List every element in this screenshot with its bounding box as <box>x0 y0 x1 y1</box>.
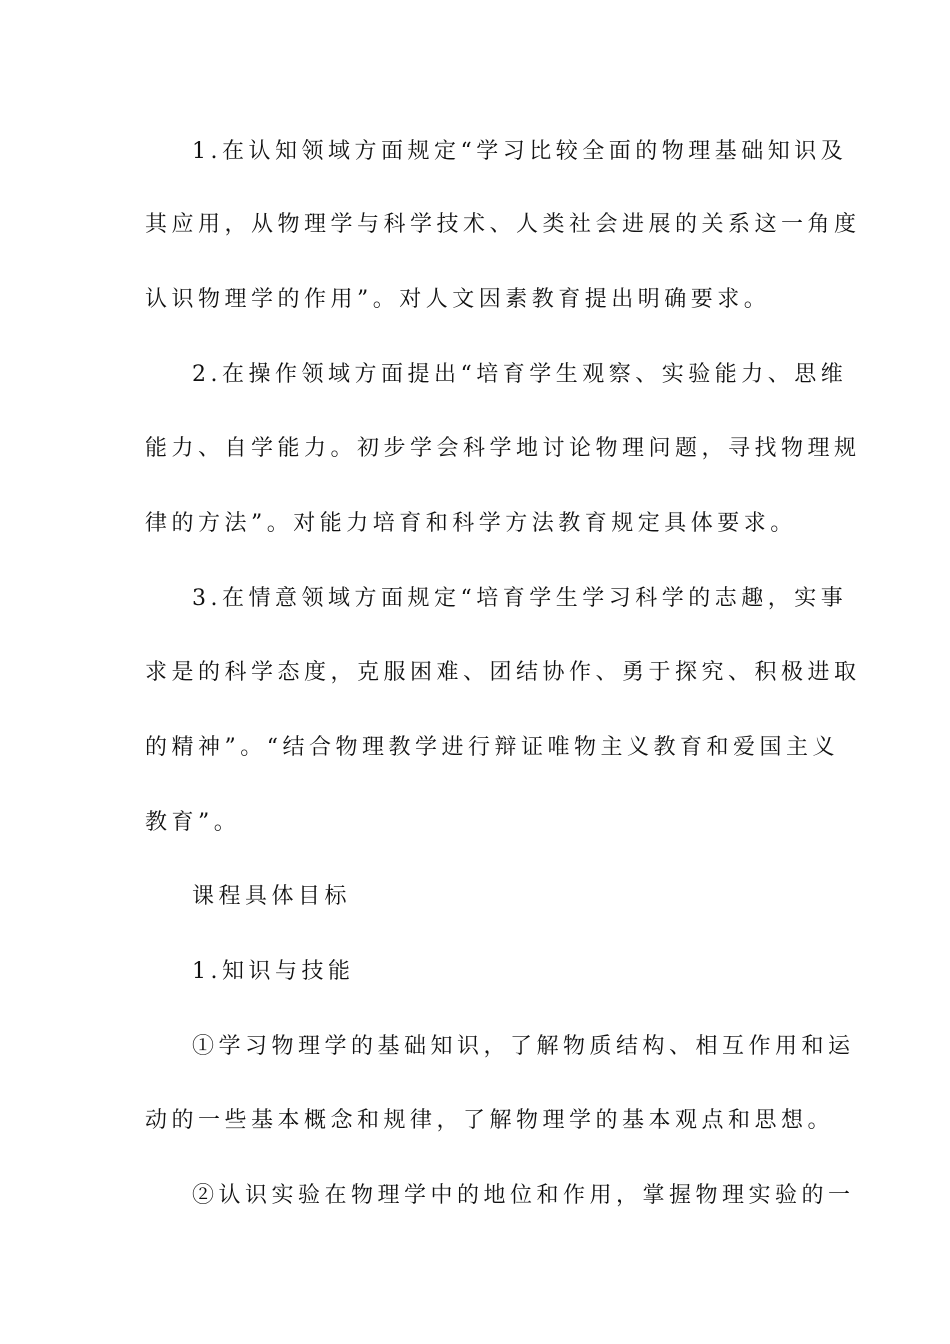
paragraph-2-line-1: 2.在操作领域方面提出“培育学生观察、实验能力、思维 <box>192 362 848 387</box>
item-1-line-2: 动的一些基本概念和规律，了解物理学的基本观点和思想。 <box>145 1108 835 1133</box>
paragraph-1-line-2: 其应用，从物理学与科学技术、人类社会进展的关系这一角度 <box>145 212 861 237</box>
paragraph-2-line-2: 能力、自学能力。初步学会科学地讨论物理问题，寻找物理规 <box>145 436 861 461</box>
section-heading: 课程具体目标 <box>192 884 352 909</box>
paragraph-3-line-4: 教育”。 <box>145 810 241 835</box>
paragraph-3-line-1: 3.在情意领域方面规定“培育学生学习科学的志趣，实事 <box>192 586 848 611</box>
subsection-heading: 1.知识与技能 <box>192 959 355 984</box>
item-2-line-1: ②认识实验在物理学中的地位和作用，掌握物理实验的一 <box>192 1183 855 1208</box>
paragraph-3-line-2: 求是的科学态度，克服困难、团结协作、勇于探究、积极进取 <box>145 660 861 685</box>
paragraph-3-line-3: 的精神”。“结合物理教学进行辩证唯物主义教育和爱国主义 <box>145 735 839 760</box>
paragraph-1-line-3: 认识物理学的作用”。对人文因素教育提出明确要求。 <box>145 287 771 312</box>
paragraph-2-line-3: 律的方法”。对能力培育和科学方法教育规定具体要求。 <box>145 511 797 536</box>
item-1-line-1: ①学习物理学的基础知识，了解物质结构、相互作用和运 <box>192 1034 855 1059</box>
paragraph-1-line-1: 1.在认知领域方面规定“学习比较全面的物理基础知识及 <box>192 139 848 164</box>
